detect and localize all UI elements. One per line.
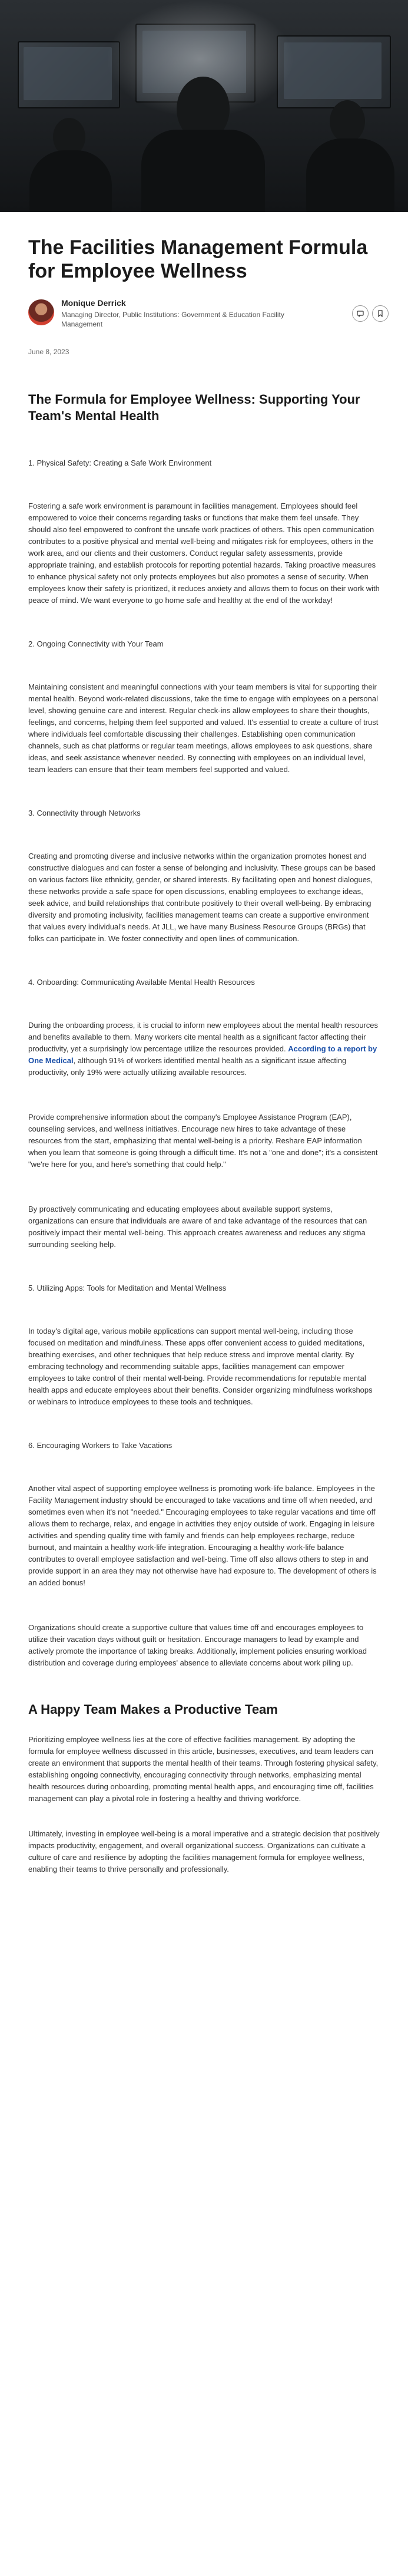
author-row <box>28 297 380 330</box>
item-heading: 2. Ongoing Connectivity with Your Team <box>28 639 164 648</box>
item-paragraph: Fostering a safe work environment is paramount in facilities management. Employees should feel empowered to voice their concerns regarding tasks or functions that make them feel unsafe. They should also feel empowered to confront the unsafe work practices of others. This open communication contributes to a positive physical and mental well-being and mitigates risk for employees, others in the work area, and our clients and their customers. Conduct regular safety assessments, provide appropriate training, and establish protocols for reporting potential hazards. Taking proactive measures to enhance physical safety not only protects employees but also promotes a sense of security. When employees know their safety is prioritized, it reduces anxiety and allows them to focus on their work with peace of mind. We want everyone to go home safe and healthy at the end of the workday! <box>28 502 380 605</box>
hero-person <box>141 130 265 212</box>
comment-icon <box>357 310 364 317</box>
item-paragraph: In today's digital age, various mobile applications can support mental well-being, including those focused on meditation and mindfulness. These apps offer convenient access to guided meditations, breathing exercises, and other techniques that help reduce stress and improve mental clarity. By embracing technology and recommending suitable apps, facilities management can empower employees to take control of their mental well-being. Provide recommendations for reputable mental health apps and educate employees about their benefits. Consider organizing mindfulness workshops or webinars to introduce employees to these tools and techniques. <box>28 1327 373 1406</box>
item-paragraph: By proactively communicating and educating employees about available support systems, organizations can ensure that individuals are aware of and take advantage of the resources that can positively impact their mental well-being. This approach creates awareness and reduces any stigma surrounding seeking help. <box>28 1205 367 1249</box>
hero-image <box>0 0 408 212</box>
author-role: Managing Director, Public Institutions: Government & Education Facility Management <box>61 311 284 328</box>
publish-date: June 8, 2023 <box>28 348 69 356</box>
hero-person <box>29 150 112 212</box>
hero-person-head <box>330 100 365 143</box>
item-paragraph: Provide comprehensive information about the company's Employee Assistance Program (EAP), counseling services, and wellness initiatives. Encourage new hires to take advantage of these resources from the start, emphasizing that mental well-being is a priority. Reshare EAP information when you learn that someone is going through a difficult time. It's not a "one and done"; it's a consistent "we're here for you, and here's something that could help." <box>28 1113 378 1169</box>
hero-screen <box>284 42 382 99</box>
one-medical-report-link[interactable]: According to a report by One Medical <box>28 1044 377 1065</box>
page-title: The Facilities Management Formula for Employee Wellness <box>28 236 368 282</box>
hero-screen <box>24 47 112 100</box>
item-paragraph: Creating and promoting diverse and inclusive networks within the organization promotes honest and constructive dialogues and can foster a sense of belonging and inclusivity. These groups can be based on various factors like ethnicity, gender, or shared interests. By facilitating open and honest dialogues, these networks provide a safe space for open discussions, enabling employees to exchange ideas, seek advice, and build relationships that contribute positively to their overall well-being. By embracing diversity and promoting inclusivity, facilities management teams can create a supportive environment that values every individual's needs. At JLL, we have many Business Resource Groups (BRGs) that folks can participate in. We foster connectivity and open lines of communication. <box>28 852 376 943</box>
author-name[interactable]: Monique Derrick <box>61 298 126 308</box>
closing-paragraph: Prioritizing employee wellness lies at the core of effective facilities management. By adopting the formula for employee wellness discussed in this article, businesses, executives, and team leaders can create an environment that supports the mental health of their teams. Through fostering physical safety, establishing ongoing connectivity, encouraging connectivity through networks, emphasizing mental health resources during onboarding, promoting mental health apps, and encouraging time off, facilities management can play a pivotal role in fostering a healthy and thriving workforce. <box>28 1735 379 1803</box>
closing-paragraph: Ultimately, investing in employee well-being is a moral imperative and a strategic decision that positively impacts productivity, engagement, and overall organizational success. Organizations can cultivate a culture of care and resilience by adopting the facilities management formula for employee wellness, enabling their teams to thrive personally and professionally. <box>28 1829 380 1874</box>
item-heading: 6. Encouraging Workers to Take Vacations <box>28 1441 173 1450</box>
item-paragraph-text: During the onboarding process, it is crucial to inform new employees about the mental health resources and benefits available to them. Many workers cite mental health as a significant factor affecting their productivity, yet a surprisingly low percentage utilize the resources provided. <box>28 1021 378 1053</box>
link-suffix-text: , although 91% of workers identified mental health as a significant issue affecting productivity, only 19% were actually utilizing available resources. <box>28 1056 347 1077</box>
item-paragraph: Maintaining consistent and meaningful connections with your team members is vital for supporting their mental health. Beyond work-related discussions, take the time to engage with employees on a personal level, showing genuine care and interest. Regular check-ins allow employees to share their thoughts, feelings, and concerns, helping them feel supported and valued. It's essential to create a culture of trust where individuals feel comfortable discussing their challenges. Establishing open communication channels, such as chat platforms or regular team meetings, allows employees to ask questions, share ideas, and seek assistance whenever needed. By connecting with employees on an individual level, team leaders can ensure that their team members feel supported and valued. <box>28 682 379 774</box>
closing-title: A Happy Team Makes a Productive Team <box>28 1702 278 1717</box>
item-paragraph: Another vital aspect of supporting employee wellness is promoting work-life balance. Employees in the Facility Management industry should be encouraged to take vacations and time off when needed, and sometimes even when it's not "needed." Encouraging employees to take regular vacations and time off allows them to recharge, relax, and engage in activities they enjoy outside of work. Engaging in leisure activities and spending quality time with family and friends can help employees recharge, reduce burnout, and maintain a healthy work-life integration. Encouraging a healthy work-life balance contributes to overall employee satisfaction and well-being. Time off also allows others to step in and provide support in an area they may not otherwise have had exposure to. The development of others is an added bonus! <box>28 1484 377 1587</box>
item-heading: 4. Onboarding: Communicating Available Mental Health Resources <box>28 978 255 987</box>
item-paragraph-with-link <box>28 1020 380 1078</box>
hero-person <box>306 138 394 212</box>
item-heading: 5. Utilizing Apps: Tools for Meditation and Mental Wellness <box>28 1284 227 1292</box>
avatar[interactable] <box>28 299 54 325</box>
comment-button[interactable] <box>352 305 369 322</box>
item-paragraph: Organizations should create a supportive culture that values time off and encourages employees to utilize their vacation days without guilt or hesitation. Encourage managers to lead by example and actively promote the importance of taking breaks. Additionally, implement policies ensuring workload distribution and coverage during employees' absence to alleviate concerns about work piling up. <box>28 1623 367 1667</box>
item-heading: 1. Physical Safety: Creating a Safe Work Environment <box>28 459 212 467</box>
bookmark-icon <box>377 310 384 317</box>
section-title: The Formula for Employee Wellness: Supporting Your Team's Mental Health <box>28 392 360 423</box>
item-heading: 3. Connectivity through Networks <box>28 809 141 817</box>
bookmark-button[interactable] <box>372 305 389 322</box>
